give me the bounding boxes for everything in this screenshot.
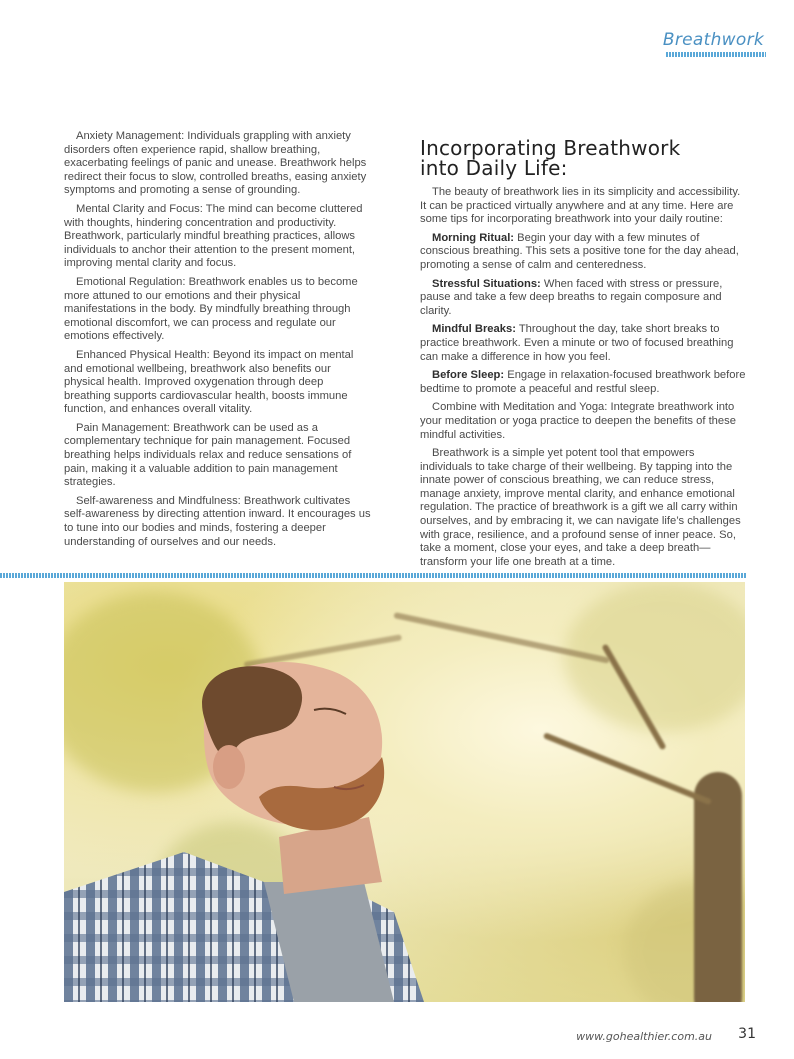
page-number: 31 — [738, 1026, 756, 1042]
paragraph-emotional: Emotional Regulation: Breathwork enables us to become more attuned to our emotions and their physical manifestations in the body. By mindfully breathing through emotional discomfort, we can process and regulate our emotions effectively. — [64, 275, 358, 343]
closing-paragraph: Breathwork is a simple yet potent tool that empowers individuals to take charge of their wellbeing. By tapping into the innate power of conscious breathing, we can reduce stress, manage anxiety, improve mental clarity, and enhance emotional regulation. The practice of breathwork is a gift we all carry within ourselves, and by embracing it, we can navigate life’s challenges with grace, resilience, and a profound sense of inner peace. So, take a moment, close your eyes, and take a deep breath—transform your life one breath at a time. — [420, 447, 741, 568]
section-rule — [666, 52, 766, 57]
tip-text: Throughout the day, take short breaks to practice breathwork. Even a minute or two of focused breathing can make a difference in how you feel. — [420, 323, 734, 363]
tip-label: Morning Ritual: — [432, 231, 515, 244]
tip-stress — [420, 278, 746, 319]
section-divider — [0, 573, 746, 578]
paragraph-pain: Pain Management: Breathwork can be used as a complementary technique for pain management. Focused breathing helps individuals relax and reduce sensations of pain, making it a valuable addition to pain management strategies. — [64, 421, 352, 489]
subheading-line-1: Incorporating Breathwork — [420, 136, 681, 160]
section-title: Breathwork — [662, 30, 764, 50]
tip-text: Engage in relaxation-focused breathwork before bedtime to promote a peaceful and restful sleep. — [420, 369, 746, 395]
paragraph-anxiety: Anxiety Management: Individuals grappling with anxiety disorders often experience rapid, shallow breathing, exacerbating feelings of panic and unease. Breathwork helps redirect their focus to slow, controlled breaths, easing anxiety symptoms and promoting a sense of grounding. — [64, 130, 367, 197]
tip-breaks — [420, 323, 746, 364]
tip-label: Mindful Breaks: — [432, 323, 516, 336]
footer-url[interactable]: www.gohealthier.com.au — [576, 1030, 712, 1043]
right-column — [420, 132, 746, 574]
tip-label: Before Sleep: — [432, 369, 505, 382]
paragraph-clarity: Mental Clarity and Focus: The mind can become cluttered with thoughts, hindering concentration and productivity. Breathwork, particularly mindful breathing practices, allows individuals to anchor their attention to the present moment, improving mental clarity and focus. — [64, 202, 363, 270]
man-breathing-photo — [64, 582, 745, 1002]
tip-label: Stressful Situations: — [432, 277, 541, 290]
paragraph-physical: Enhanced Physical Health: Beyond its impact on mental and emotional wellbeing, breathwork also benefits our physical health. Improved oxygenation through deep breathing supports cardiovascular health, boosts immune function, and enhances overall vitality. — [64, 348, 354, 416]
subheading-line-2: into Daily Life: — [420, 156, 568, 180]
man-figure — [64, 582, 745, 1002]
combine-paragraph: Combine with Meditation and Yoga: Integrate breathwork into your meditation or yoga practice to deepen the benefits of these mindful activities. — [420, 401, 736, 441]
tip-sleep — [420, 369, 746, 396]
tip-text: When faced with stress or pressure, pause and take a few deep breaths to regain composure and clarity. — [420, 277, 723, 317]
intro-paragraph: The beauty of breathwork lies in its simplicity and accessibility. It can be practiced virtually anywhere and at any time. Here are some tips for incorporating breathwork into your daily routine: — [420, 186, 741, 226]
tip-morning — [420, 232, 746, 273]
paragraph-self-awareness: Self-awareness and Mindfulness: Breathwork cultivates self-awareness by directing attention inward. It encourages us to tune into our bodies and minds, fostering a deeper understanding of ourselves and our needs. — [64, 494, 371, 548]
article-subheading — [420, 138, 746, 178]
tip-text: Begin your day with a few minutes of conscious breathing. This sets a positive tone for the day ahead, promoting a sense of calm and centeredness. — [420, 231, 739, 271]
left-column — [64, 130, 372, 554]
